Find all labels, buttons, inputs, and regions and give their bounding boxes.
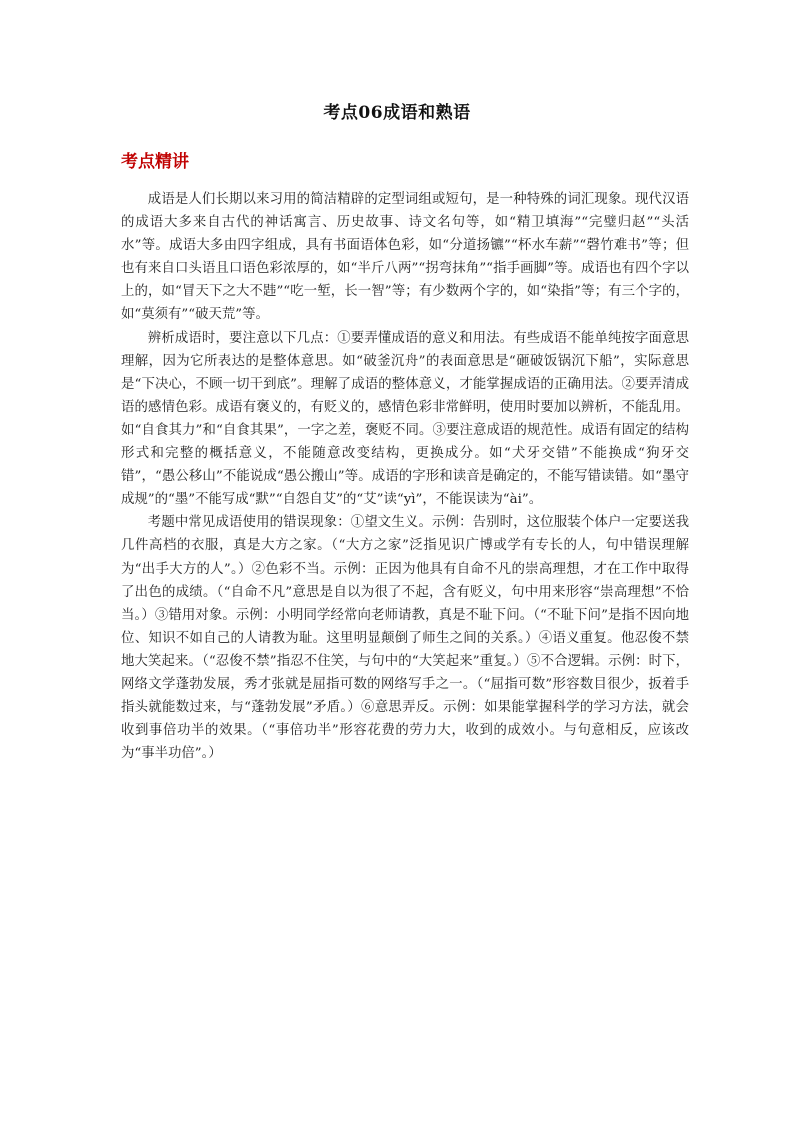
- section-heading: 考点精讲: [121, 152, 189, 172]
- document-title: 考点06成语和熟语: [323, 103, 471, 123]
- paragraph-common-errors: 考题中常见成语使用的错误现象：①望文生义。示例：告别时，这位服装个体户一定要送我几件高档的衣服，真是大方之家。（“大方之家”泛指见识广博或学有专长的人，句中错误理解为“出手大方的人”。）②色彩不当。示例：正因为他具有自命不凡的崇高理想，才在工作中取得了出色的成绩。（“自命不凡”意思是自以为很了不起，含有贬义，句中用来形容“崇高理想”不恰当。）③错用对象。示例：小明同学经常向老师请教，真是不耻下问。（“不耻下问”是指不因向地位、知识不如自己的人请教为耻。这里明显颠倒了师生之间的关系。）④语义重复。他忍俊不禁地大笑起来。（“忍俊不禁”指忍不住笑，与句中的“大笑起来”重复。）⑤不合逻辑。示例：时下，网络文学蓬勃发展，秀才张就是屈指可数的网络写手之一。（“屈指可数”形容数目很少，扳着手指头就能数过来，与“蓬勃发展”矛盾。）⑥意思弄反。示例：如果能掌握科学的学习方法，就会收到事倍功半的效果。（“事倍功半”形容花费的劳力大，收到的成效小。与句意相反，应该改为“事半功倍”。）: [121, 515, 689, 762]
- paragraph-analysis: 辨析成语时，要注意以下几点：①要弄懂成语的意义和用法。有些成语不能单纯按字面意思理解，因为它所表达的是整体意思。如“破釜沉舟”的表面意思是“砸破饭锅沉下船”，实际意思是“下决心，不顾一切干到底”。理解了成语的整体意义，才能掌握成语的正确用法。②要弄清成语的感情色彩。成语有褒义的，有贬义的，感情色彩非常鲜明，使用时要加以辨析，不能乱用。如“自食其力”和“自食其果”，一字之差，褒贬不同。③要注意成语的规范性。成语有固定的结构形式和完整的概括意义，不能随意改变结构，更换成分。如“犬牙交错”不能换成“狗牙交错”，“愚公移山”不能说成“愚公搬山”等。成语的字形和读音是确定的，不能写错读错。如“墨守成规”的“墨”不能写成“默”“自怨自艾”的“艾”读“yì”，不能误读为“ài”。: [121, 330, 689, 508]
- paragraph-definition: 成语是人们长期以来习用的简洁精辟的定型词组或短句，是一种特殊的词汇现象。现代汉语的成语大多来自古代的神话寓言、历史故事、诗文名句等，如“精卫填海”“完璧归赵”“头活水”等。成语大多由四字组成，具有书面语体色彩，如“分道扬镳”“杯水车薪”“磬竹难书”等；但也有来自口头语且口语色彩浓厚的，如“半斤八两”“拐弯抹角”“指手画脚”等。成语也有四个字以上的，如“冒天下之大不韪”“吃一堑，长一智”等；有少数两个字的，如“染指”等；有三个字的，如“莫须有”“破天荒”等。: [121, 192, 689, 323]
- document-body: [121, 188, 689, 765]
